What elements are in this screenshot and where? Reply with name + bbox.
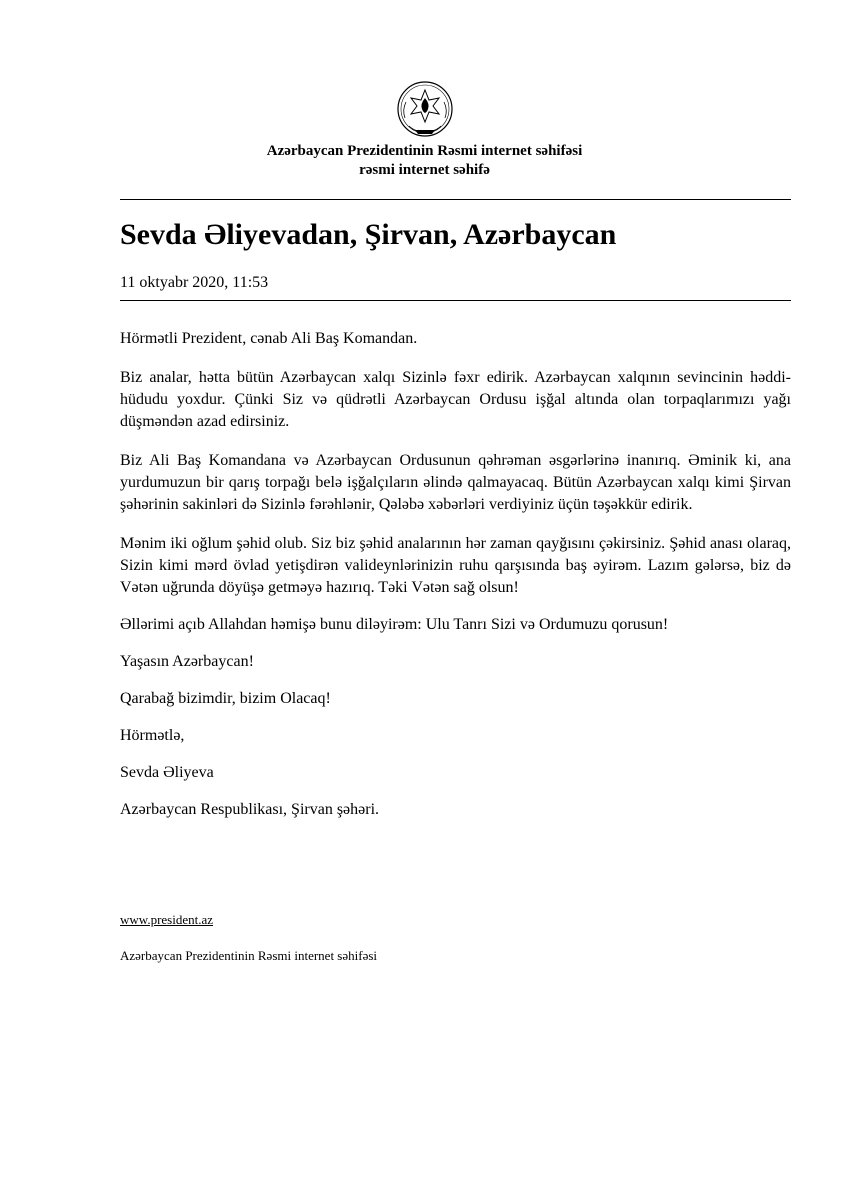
paragraph: Biz analar, hətta bütün Azərbaycan xalqı Sizinlə fəxr edirik. Azərbaycan xalqının sevincinin həddi-hüdudu yoxdur. Çünki Siz və qüdrətli Azərbaycan Ordusu işğal altında olan torpaqlarımızı yağı düşməndən azad edirsiniz.: [120, 369, 791, 430]
footer-site-name: Azərbaycan Prezidentinin Rəsmi internet səhifəsi: [120, 948, 378, 963]
title-divider: [120, 300, 791, 301]
closing-line: Yaşasın Azərbaycan!: [120, 653, 254, 670]
site-link[interactable]: www.president.az: [120, 912, 214, 927]
state-emblem-icon: [395, 78, 455, 140]
author-name: Sevda Əliyeva: [120, 764, 214, 781]
article-body: [120, 328, 791, 836]
site-title: Azərbaycan Prezidentinin Rəsmi internet səhifəsi: [266, 143, 583, 159]
salutation: Hörmətli Prezident, cənab Ali Baş Komandan.: [120, 330, 418, 347]
header-divider: [120, 199, 791, 200]
author-location: Azərbaycan Respublikası, Şirvan şəhəri.: [120, 801, 380, 818]
paragraph: Biz Ali Baş Komandana və Azərbaycan Ordusunun qəhrəman əsgərlərinə inanırıq. Əminik ki, ana yurdumuzun bir qarış torpağı belə işğalçıların əlində qalmayacaq. Bütün Azərbaycan xalqı kimi Şirvan şəhərinin sakinləri də Sizinlə fərəhlənir, Qələbə xəbərləri verdiyiniz üçün təşəkkür edirik.: [120, 452, 791, 513]
paragraph: Əllərimi açıb Allahdan həmişə bunu diləyirəm: Ulu Tanrı Sizi və Ordumuzu qorusun!: [120, 616, 669, 633]
paragraph: Mənim iki oğlum şəhid olub. Siz biz şəhid analarının hər zaman qayğısını çəkirsiniz. Şəhid anası olaraq, Sizin kimi mərd övlad yetişdirən valideynlərinizin ruhu qarşısında baş əyirəm. Lazım gələrsə, biz də Vətən uğrunda döyüşə getməyə hazırıq. Təki Vətən sağ olsun!: [120, 535, 791, 596]
article-date: 11 oktyabr 2020, 11:53: [120, 274, 269, 291]
site-subtitle: rəsmi internet səhifə: [359, 162, 490, 178]
closing-line: Qarabağ bizimdir, bizim Olacaq!: [120, 690, 331, 707]
sign-off: Hörmətlə,: [120, 727, 185, 744]
article-title: Sevda Əliyevadan, Şirvan, Azərbaycan: [120, 218, 617, 251]
